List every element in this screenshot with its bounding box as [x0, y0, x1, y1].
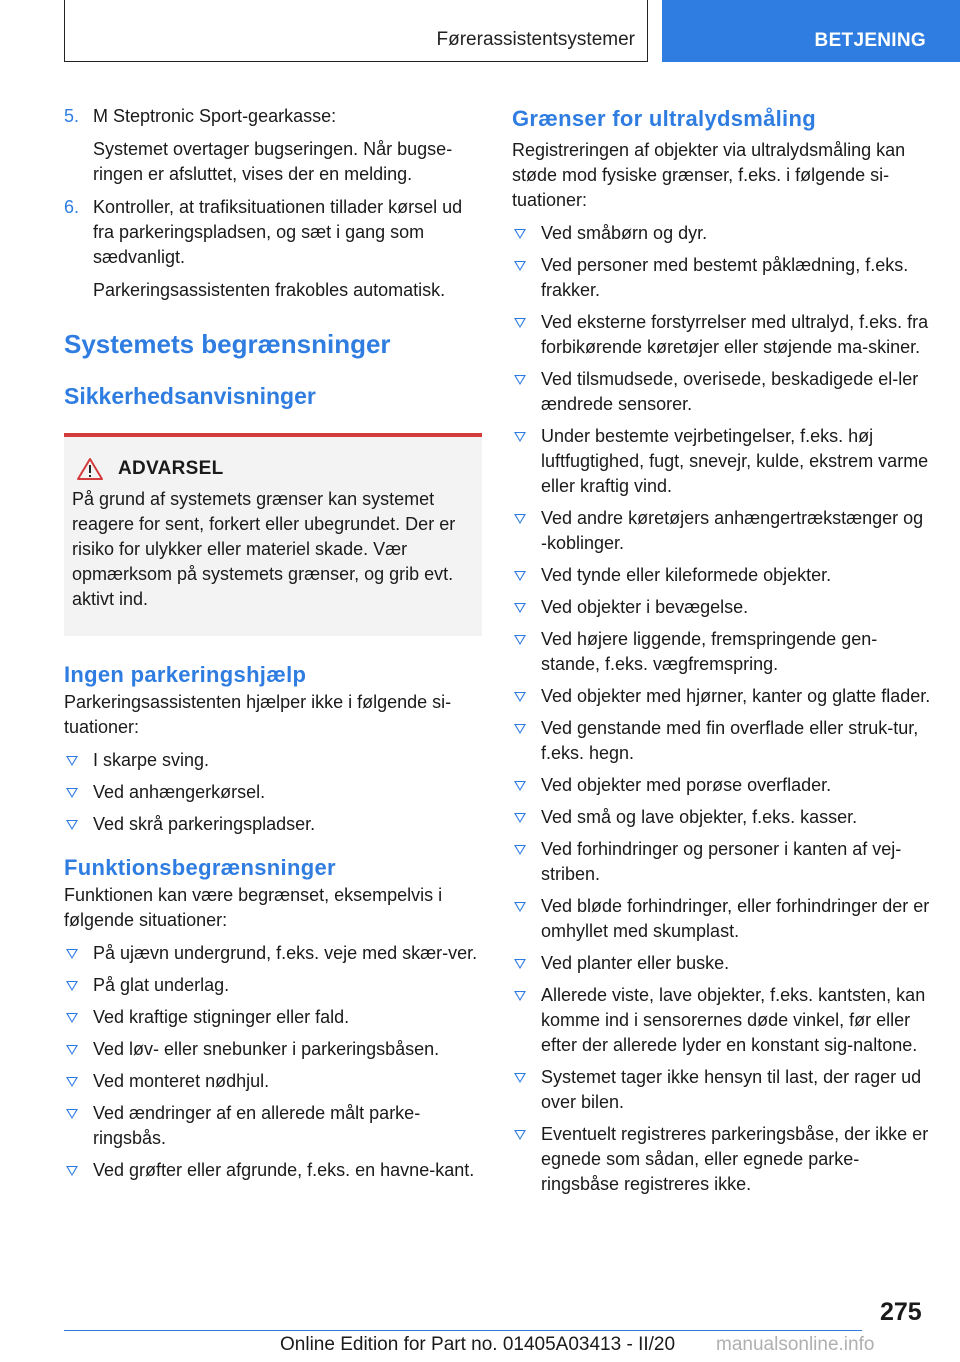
bullet-triangle-icon — [514, 261, 526, 271]
list-item: Ved objekter i bevægelse. — [512, 595, 932, 620]
list-item: Ved små og lave objekter, f.eks. kasser. — [512, 805, 932, 830]
header-chapter-tab — [662, 0, 960, 62]
no-help-list — [64, 748, 482, 837]
bullet-triangle-icon — [66, 949, 78, 959]
list-item: Ved højere liggende, fremspringende gen-stande, f.eks. vægfremspring. — [512, 627, 932, 677]
step-number: 5. — [64, 106, 80, 126]
bullet-triangle-icon — [514, 991, 526, 1001]
bullet-triangle-icon — [514, 603, 526, 613]
warning-title: ADVARSEL — [118, 458, 224, 479]
step-text: Parkeringsassistenten frakobles automatisk. — [93, 280, 446, 300]
bullet-triangle-icon — [66, 1109, 78, 1119]
list-item: Ved tynde eller kileformede objekter. — [512, 563, 932, 588]
list-item: Ved forhindringer og personer i kanten af vej-striben. — [512, 837, 932, 887]
bullet-triangle-icon — [66, 1013, 78, 1023]
list-item: Ved tilsmudsede, overisede, beskadigede el-ler ændrede sensorer. — [512, 367, 932, 417]
bullet-triangle-icon — [66, 981, 78, 991]
list-item: Ved andre køretøjers anhængertrækstænger og -koblinger. — [512, 506, 932, 556]
heading-ultrasound-limits: Grænser for ultralydsmåling — [512, 106, 816, 131]
list-item: Systemet tager ikke hensyn til last, der rager ud over bilen. — [512, 1065, 932, 1115]
list-item: Allerede viste, lave objekter, f.eks. kantsten, kan komme ind i sensorernes døde vinkel, før eller efter der allerede lyder en konstant sig-naltone. — [512, 983, 932, 1058]
func-list — [64, 941, 482, 1183]
ultrasound-list — [512, 221, 932, 1197]
bullet-triangle-icon — [514, 635, 526, 645]
heading-safety: Sikkerhedsanvisninger — [64, 383, 316, 409]
bullet-triangle-icon — [514, 229, 526, 239]
header-chapter-title: BETJENING — [814, 30, 926, 51]
step-text: Systemet overtager bugseringen. Når bugse-ringen er afsluttet, vises der en melding. — [93, 139, 453, 184]
bullet-triangle-icon — [514, 959, 526, 969]
list-item: På ujævn undergrund, f.eks. veje med skær-ver. — [64, 941, 482, 966]
bullet-triangle-icon — [66, 1166, 78, 1176]
step-6 — [64, 195, 482, 303]
heading-system-limits: Systemets begrænsninger — [64, 329, 391, 359]
warning-text: På grund af systemets grænser kan systemet reagere for sent, forkert eller ubegrundet. Der er risiko for ulykker eller materiel skade. Vær opmærksom på systemets grænser, og grib evt. aktivt ind. — [72, 489, 456, 609]
footer-watermark: manualsonline.info — [712, 1334, 874, 1356]
bullet-triangle-icon — [514, 781, 526, 791]
list-item: Ved løv- eller snebunker i parkeringsbåsen. — [64, 1037, 482, 1062]
list-item: Ved planter eller buske. — [512, 951, 932, 976]
list-item: Ved personer med bestemt påklædning, f.eks. frakker. — [512, 253, 932, 303]
no-help-intro: Parkeringsassistenten hjælper ikke i følgende si-tuationer: — [64, 692, 452, 737]
left-column — [64, 104, 482, 1190]
heading-function-limits: Funktionsbegrænsninger — [64, 855, 336, 880]
bullet-triangle-icon — [66, 820, 78, 830]
list-item: Ved objekter med porøse overflader. — [512, 773, 932, 798]
func-intro: Funktionen kan være begrænset, eksempelvis i følgende situationer: — [64, 885, 443, 930]
bullet-triangle-icon — [514, 432, 526, 442]
footer-edition: Online Edition for Part no. 01405A03413 - II/20 — [280, 1334, 676, 1355]
list-item: Ved eksterne forstyrrelser med ultralyd, f.eks. fra forbikørende køretøjer eller støjende ma-skiner. — [512, 310, 932, 360]
heading-no-parking-help: Ingen parkeringshjælp — [64, 662, 307, 687]
bullet-triangle-icon — [514, 724, 526, 734]
bullet-triangle-icon — [66, 1045, 78, 1055]
bullet-triangle-icon — [514, 845, 526, 855]
warning-header — [72, 457, 472, 481]
bullet-triangle-icon — [514, 1130, 526, 1140]
list-item: Ved objekter med hjørner, kanter og glatte flader. — [512, 684, 932, 709]
list-item: Under bestemte vejrbetingelser, f.eks. høj luftfugtighed, fugt, snevejr, kulde, ekstrem varme eller kraftig vind. — [512, 424, 932, 499]
footer-divider — [64, 1330, 862, 1331]
list-item: Ved kraftige stigninger eller fald. — [64, 1005, 482, 1030]
step-text: Kontroller, at trafiksituationen tillader kørsel ud fra parkeringspladsen, og sæt i gang som sædvanligt. — [93, 197, 463, 267]
step-5 — [64, 104, 482, 187]
bullet-triangle-icon — [66, 1077, 78, 1087]
bullet-triangle-icon — [514, 692, 526, 702]
warning-triangle-icon — [76, 457, 104, 481]
bullet-triangle-icon — [514, 318, 526, 328]
bullet-triangle-icon — [66, 788, 78, 798]
list-item: Ved grøfter eller afgrunde, f.eks. en havne-kant. — [64, 1158, 482, 1183]
bullet-triangle-icon — [514, 902, 526, 912]
header-section-title: Førerassistentsystemer — [436, 29, 635, 50]
bullet-triangle-icon — [514, 375, 526, 385]
list-item: I skarpe sving. — [64, 748, 482, 773]
list-item: Eventuelt registreres parkeringsbåse, der ikke er egnede som sådan, eller egnede parke-ringsbåse registreres ikke. — [512, 1122, 932, 1197]
bullet-triangle-icon — [514, 1073, 526, 1083]
bullet-triangle-icon — [514, 514, 526, 524]
page-number: 275 — [880, 1298, 922, 1326]
list-item: Ved bløde forhindringer, eller forhindringer der er omhyllet med skumplast. — [512, 894, 932, 944]
step-text: M Steptronic Sport-gearkasse: — [93, 106, 337, 126]
list-item: På glat underlag. — [64, 973, 482, 998]
list-item: Ved småbørn og dyr. — [512, 221, 932, 246]
list-item: Ved skrå parkeringspladser. — [64, 812, 482, 837]
bullet-triangle-icon — [514, 813, 526, 823]
list-item: Ved monteret nødhjul. — [64, 1069, 482, 1094]
step-number: 6. — [64, 197, 80, 217]
header-section-box — [64, 0, 648, 62]
bullet-triangle-icon — [514, 571, 526, 581]
right-column — [512, 104, 932, 1204]
list-item: Ved ændringer af en allerede målt parke-ringsbås. — [64, 1101, 482, 1151]
list-item: Ved genstande med fin overflade eller struk-tur, f.eks. hegn. — [512, 716, 932, 766]
warning-box — [64, 433, 482, 636]
list-item: Ved anhængerkørsel. — [64, 780, 482, 805]
bullet-triangle-icon — [66, 756, 78, 766]
ultrasound-intro: Registreringen af objekter via ultralydsmåling kan støde mod fysiske grænser, f.eks. i følgende si-tuationer: — [512, 140, 906, 210]
